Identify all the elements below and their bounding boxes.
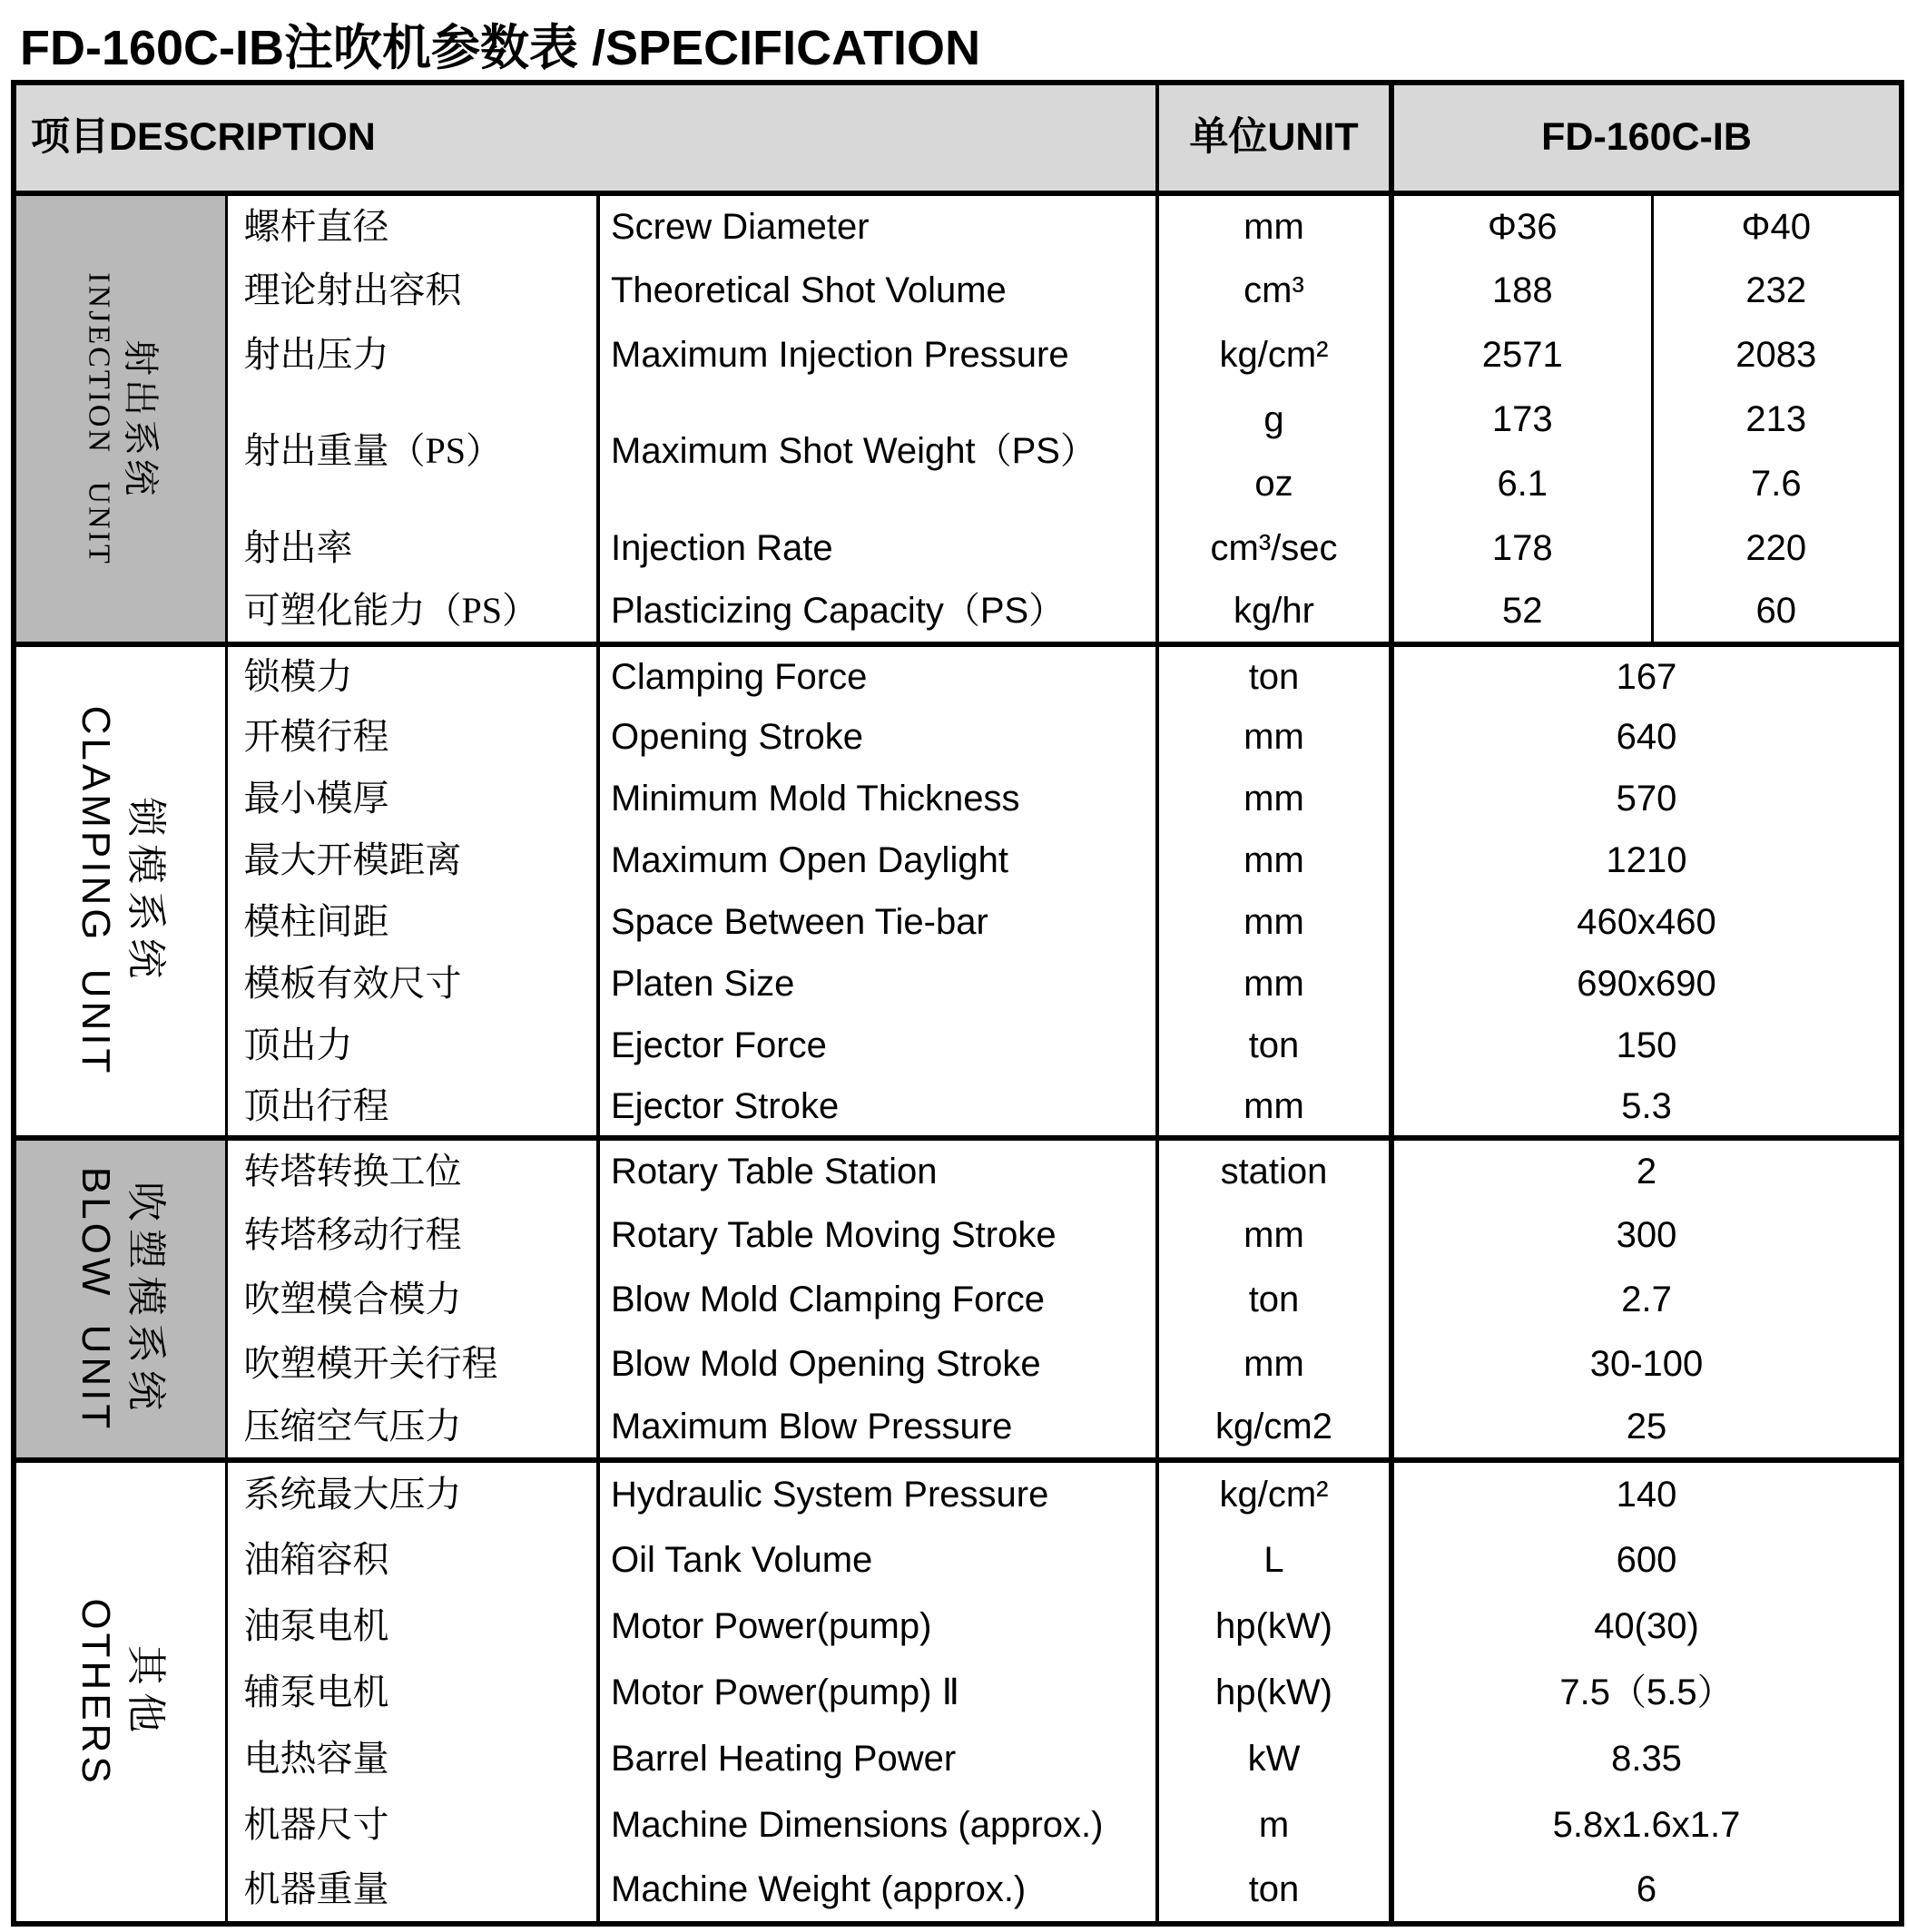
value-cell-1: 6.1 [1391,451,1652,515]
table-row [14,891,1902,953]
row-label-cn-cell: 辅泵电机 [226,1659,598,1725]
unit-cell: hp(kW) [1157,1593,1391,1659]
section-label-clamping-unit [14,644,226,1138]
section-label-cn: 吹塑模系统 [123,1181,168,1417]
row-label-en-cell: Theoretical Shot Volume [598,258,1157,322]
value-cell-1: 52 [1391,580,1652,644]
value-cell: 640 [1391,706,1902,768]
row-label-en-cell: Machine Dimensions (approx.) [598,1791,1157,1858]
table-row [14,258,1902,322]
table-row [14,1076,1902,1138]
vertical-label [79,272,163,565]
unit-cell: mm [1157,1202,1391,1267]
table-row [14,1593,1902,1659]
row-label-en-cell: Rotary Table Moving Stroke [598,1202,1157,1267]
unit-cell: kg/cm2 [1157,1396,1391,1460]
unit-cell: m [1157,1791,1391,1858]
unit-cell: cm³ [1157,258,1391,322]
table-row [14,1659,1902,1725]
table-row [14,193,1902,258]
table-row [14,1791,1902,1858]
row-label-cn-cell: 电热容量 [226,1725,598,1791]
section-label-cn: 其他 [123,1644,168,1740]
row-label-en-cell: Opening Stroke [598,706,1157,768]
value-cell: 690x690 [1391,953,1902,1015]
section-label-en: OTHERS [73,1597,118,1787]
unit-cell: ton [1157,644,1391,706]
table-row [14,953,1902,1015]
unit-cell: mm [1157,891,1391,953]
row-label-en-cell: Machine Weight (approx.) [598,1858,1157,1924]
row-label-cn-cell: 吹塑模开关行程 [226,1331,598,1396]
row-label-cn-cell: 射出压力 [226,322,598,387]
value-cell-1: 173 [1391,387,1652,451]
row-label-en-cell: Rotary Table Station [598,1138,1157,1202]
table-row [14,1015,1902,1076]
value-cell: 2.7 [1391,1267,1902,1331]
table-row [14,1526,1902,1593]
row-label-en-cell: Blow Mold Opening Stroke [598,1331,1157,1396]
table-row [14,1138,1902,1202]
unit-cell: L [1157,1526,1391,1593]
unit-cell: cm³/sec [1157,515,1391,580]
value-cell-2: 7.6 [1652,451,1902,515]
row-label-cn-cell: 转塔移动行程 [226,1202,598,1267]
value-cell: 2 [1391,1138,1902,1202]
value-cell: 300 [1391,1202,1902,1267]
value-cell-2: Φ40 [1652,193,1902,258]
value-cell-1: 2571 [1391,322,1652,387]
value-cell: 7.5（5.5） [1391,1659,1902,1725]
row-label-cn-cell: 最大开模距离 [226,829,598,891]
unit-cell: mm [1157,193,1391,258]
row-label-cn-cell: 顶出力 [226,1015,598,1076]
unit-cell: mm [1157,953,1391,1015]
row-label-en-cell: Plasticizing Capacity（PS） [598,580,1157,644]
value-cell: 600 [1391,1526,1902,1593]
table-row [14,322,1902,387]
unit-cell: kg/hr [1157,580,1391,644]
row-label-cn-cell: 油泵电机 [226,1593,598,1659]
header-description-cell: 项目DESCRIPTION [14,83,1157,193]
value-cell: 570 [1391,768,1902,829]
row-label-en-cell: Blow Mold Clamping Force [598,1267,1157,1331]
value-cell: 25 [1391,1396,1902,1460]
table-row [14,1267,1902,1331]
value-cell-2: 232 [1652,258,1902,322]
row-label-en-cell: Screw Diameter [598,193,1157,258]
unit-cell: mm [1157,1076,1391,1138]
row-label-cn-cell: 射出率 [226,515,598,580]
section-label-en: INJECTION UNIT [82,271,115,566]
section-label-cn: 锁模系统 [123,796,168,986]
table-row [14,387,1902,451]
row-label-en-cell: Space Between Tie-bar [598,891,1157,953]
unit-cell: mm [1157,706,1391,768]
unit-cell: mm [1157,829,1391,891]
value-cell: 5.8x1.6x1.7 [1391,1791,1902,1858]
unit-cell: kW [1157,1725,1391,1791]
spec-table [11,80,1904,1927]
row-label-cn-cell: 理论射出容积 [226,258,598,322]
table-row [14,1460,1902,1526]
value-cell: 30-100 [1391,1331,1902,1396]
unit-cell: ton [1157,1015,1391,1076]
value-cell: 167 [1391,644,1902,706]
table-row [14,768,1902,829]
row-label-cn-cell: 射出重量（PS） [226,387,598,515]
unit-cell: station [1157,1138,1391,1202]
row-label-cn-cell: 模板有效尺寸 [226,953,598,1015]
row-label-en-cell: Maximum Injection Pressure [598,322,1157,387]
unit-cell: kg/cm² [1157,1460,1391,1526]
table-row [14,644,1902,706]
value-cell-1: Φ36 [1391,193,1652,258]
row-label-cn-cell: 吹塑模合模力 [226,1267,598,1331]
value-cell-2: 220 [1652,515,1902,580]
row-label-cn-cell: 系统最大压力 [226,1460,598,1526]
row-label-cn-cell: 油箱容积 [226,1526,598,1593]
row-label-cn-cell: 螺杆直径 [226,193,598,258]
row-label-en-cell: Motor Power(pump) Ⅱ [598,1659,1157,1725]
value-cell-2: 60 [1652,580,1902,644]
table-header-row [14,83,1902,193]
table-row [14,515,1902,580]
row-label-cn-cell: 锁模力 [226,644,598,706]
table-row [14,1725,1902,1791]
unit-cell: mm [1157,1331,1391,1396]
table-row [14,1331,1902,1396]
row-label-en-cell: Maximum Shot Weight（PS） [598,387,1157,515]
table-row [14,706,1902,768]
row-label-cn-cell: 压缩空气压力 [226,1396,598,1460]
header-unit-cell: 单位UNIT [1157,83,1391,193]
value-cell-2: 213 [1652,387,1902,451]
row-label-en-cell: Ejector Stroke [598,1076,1157,1138]
row-label-en-cell: Hydraulic System Pressure [598,1460,1157,1526]
row-label-en-cell: Motor Power(pump) [598,1593,1157,1659]
value-cell: 460x460 [1391,891,1902,953]
row-label-en-cell: Barrel Heating Power [598,1725,1157,1791]
row-label-cn-cell: 顶出行程 [226,1076,598,1138]
row-label-cn-cell: 机器重量 [226,1858,598,1924]
value-cell: 8.35 [1391,1725,1902,1791]
section-label-en: CLAMPING UNIT [73,705,118,1077]
unit-cell: oz [1157,451,1391,515]
table-row [14,1202,1902,1267]
row-label-en-cell: Oil Tank Volume [598,1526,1157,1593]
row-label-cn-cell: 最小模厚 [226,768,598,829]
row-label-cn-cell: 转塔转换工位 [226,1138,598,1202]
value-cell-1: 188 [1391,258,1652,322]
value-cell: 140 [1391,1460,1902,1526]
row-label-cn-cell: 模柱间距 [226,891,598,953]
value-cell: 40(30) [1391,1593,1902,1659]
row-label-cn-cell: 机器尺寸 [226,1791,598,1858]
row-label-cn-cell: 可塑化能力（PS） [226,580,598,644]
section-label-blow-unit [14,1138,226,1460]
unit-cell: ton [1157,1267,1391,1331]
row-label-en-cell: Clamping Force [598,644,1157,706]
row-label-en-cell: Maximum Blow Pressure [598,1396,1157,1460]
table-row [14,1858,1902,1924]
value-cell-2: 2083 [1652,322,1902,387]
row-label-en-cell: Ejector Force [598,1015,1157,1076]
table-row [14,580,1902,644]
page-title: FD-160C-IB注吹机参数表 /SPECIFICATION [20,21,981,75]
unit-cell: g [1157,387,1391,451]
value-cell: 150 [1391,1015,1902,1076]
table-row [14,1396,1902,1460]
section-label-en: BLOW UNIT [73,1166,118,1432]
unit-cell: kg/cm² [1157,322,1391,387]
header-model-cell: FD-160C-IB [1391,83,1902,193]
section-label-cn: 射出系统 [120,338,161,499]
row-label-en-cell: Maximum Open Daylight [598,829,1157,891]
vertical-label [71,1166,171,1431]
unit-cell: hp(kW) [1157,1659,1391,1725]
vertical-label [71,1598,171,1786]
section-label-others [14,1460,226,1924]
table-row [14,829,1902,891]
value-cell: 6 [1391,1858,1902,1924]
row-label-en-cell: Minimum Mold Thickness [598,768,1157,829]
value-cell-1: 178 [1391,515,1652,580]
value-cell: 5.3 [1391,1076,1902,1138]
value-cell: 1210 [1391,829,1902,891]
unit-cell: ton [1157,1858,1391,1924]
unit-cell: mm [1157,768,1391,829]
section-label-injection-unit [14,193,226,644]
row-label-en-cell: Injection Rate [598,515,1157,580]
vertical-label [71,706,171,1077]
row-label-cn-cell: 开模行程 [226,706,598,768]
row-label-en-cell: Platen Size [598,953,1157,1015]
